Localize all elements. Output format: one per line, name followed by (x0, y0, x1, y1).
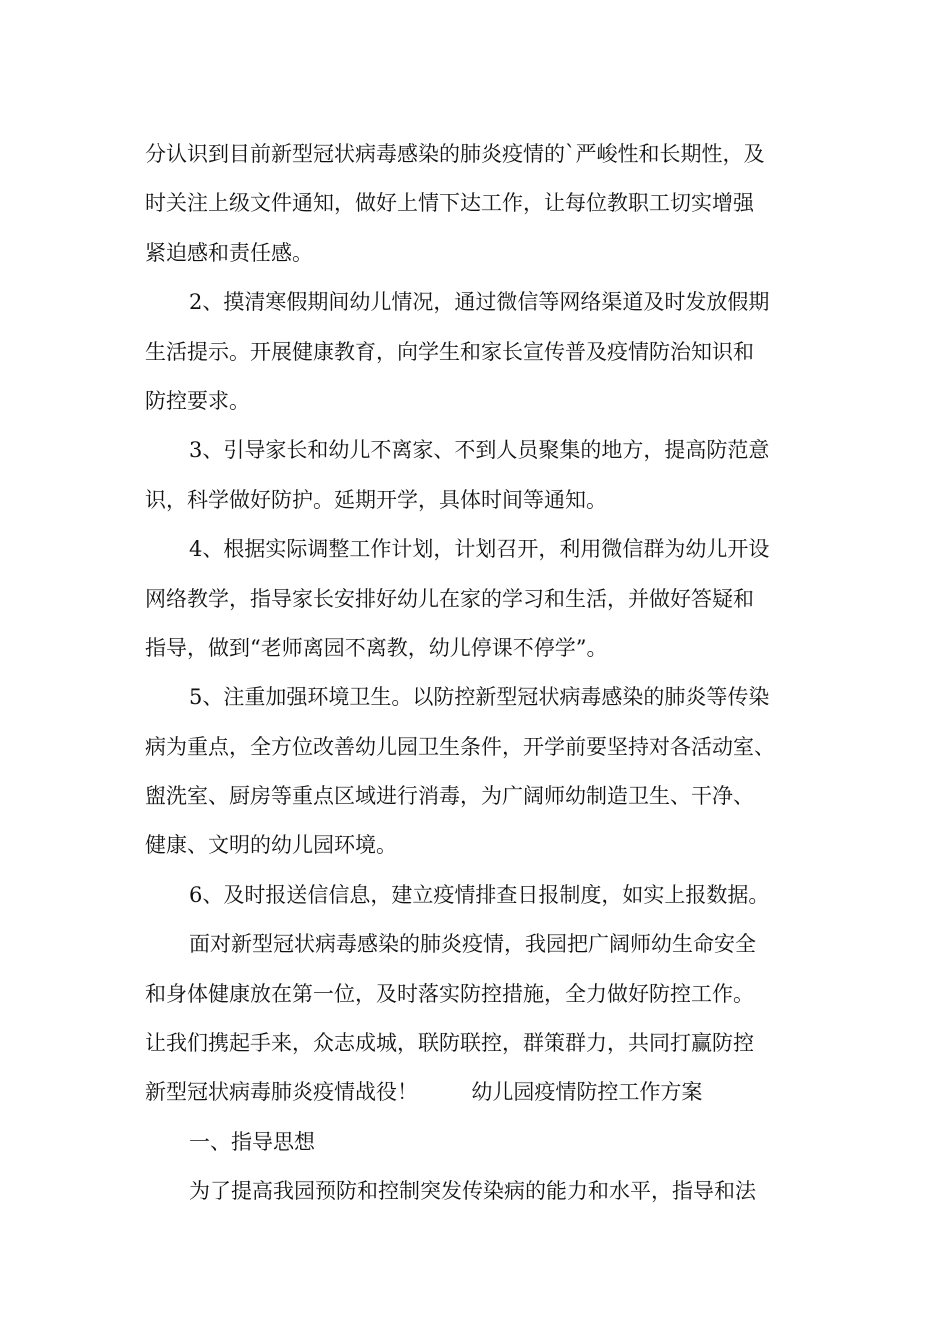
text-line: 面对新型冠状病毒感染的肺炎疫情，我园把广阔师幼生命安全 (189, 932, 756, 957)
text-line: 分认识到目前新型冠状病毒感染的肺炎疫情的`严峻性和长期性，及 (145, 142, 765, 166)
text-line: 识，科学做好防护。延期开学，具体时间等通知。 (145, 487, 607, 512)
text-line: 2、摸清寒假期间幼儿情况，通过微信等网络渠道及时发放假期 (189, 290, 770, 315)
text-line: 指导，做到“老师离园不离教，幼儿停课不停学”。 (145, 635, 608, 660)
text-line: 一、指导思想 (189, 1129, 315, 1154)
text-line: 为了提高我园预防和控制突发传染病的能力和水平，指导和法 (189, 1179, 756, 1204)
text-line: 生活提示。开展健康教育，向学生和家长宣传普及疫情防治知识和 (145, 339, 754, 364)
text-line: 新型冠状病毒肺炎疫情战役！ 幼儿园疫情防控工作方案 (145, 1080, 703, 1105)
text-line: 病为重点，全方位改善幼儿园卫生条件，开学前要坚持对各活动室、 (145, 734, 775, 759)
text-line: 网络教学，指导家长安排好幼儿在家的学习和生活，并做好答疑和 (145, 586, 754, 611)
text-line: 4、根据实际调整工作计划，计划召开，利用微信群为幼儿开设 (189, 537, 770, 562)
text-line: 时关注上级文件通知，做好上情下达工作，让每位教职工切实增强 (145, 191, 754, 216)
text-line: 盥洗室、厨房等重点区域进行消毒，为广阔师幼制造卫生、干净、 (145, 784, 754, 809)
text-line: 5、注重加强环境卫生。以防控新型冠状病毒感染的肺炎等传染 (189, 685, 770, 710)
text-line: 和身体健康放在第一位，及时落实防控措施，全力做好防控工作。 (145, 981, 754, 1006)
text-line: 紧迫感和责任感。 (145, 240, 313, 265)
text-line: 防控要求。 (145, 388, 250, 413)
text-line: 健康、文明的幼儿园环境。 (145, 833, 397, 858)
document-body (145, 130, 835, 1217)
text-line: 6、及时报送信信息，建立疫情排查日报制度，如实上报数据。 (189, 882, 770, 907)
text-line: 让我们携起手来，众志成城，联防联控，群策群力，共同打赢防控 (145, 1031, 754, 1056)
text-line: 3、引导家长和幼儿不离家、不到人员聚集的地方，提高防范意 (189, 438, 770, 463)
